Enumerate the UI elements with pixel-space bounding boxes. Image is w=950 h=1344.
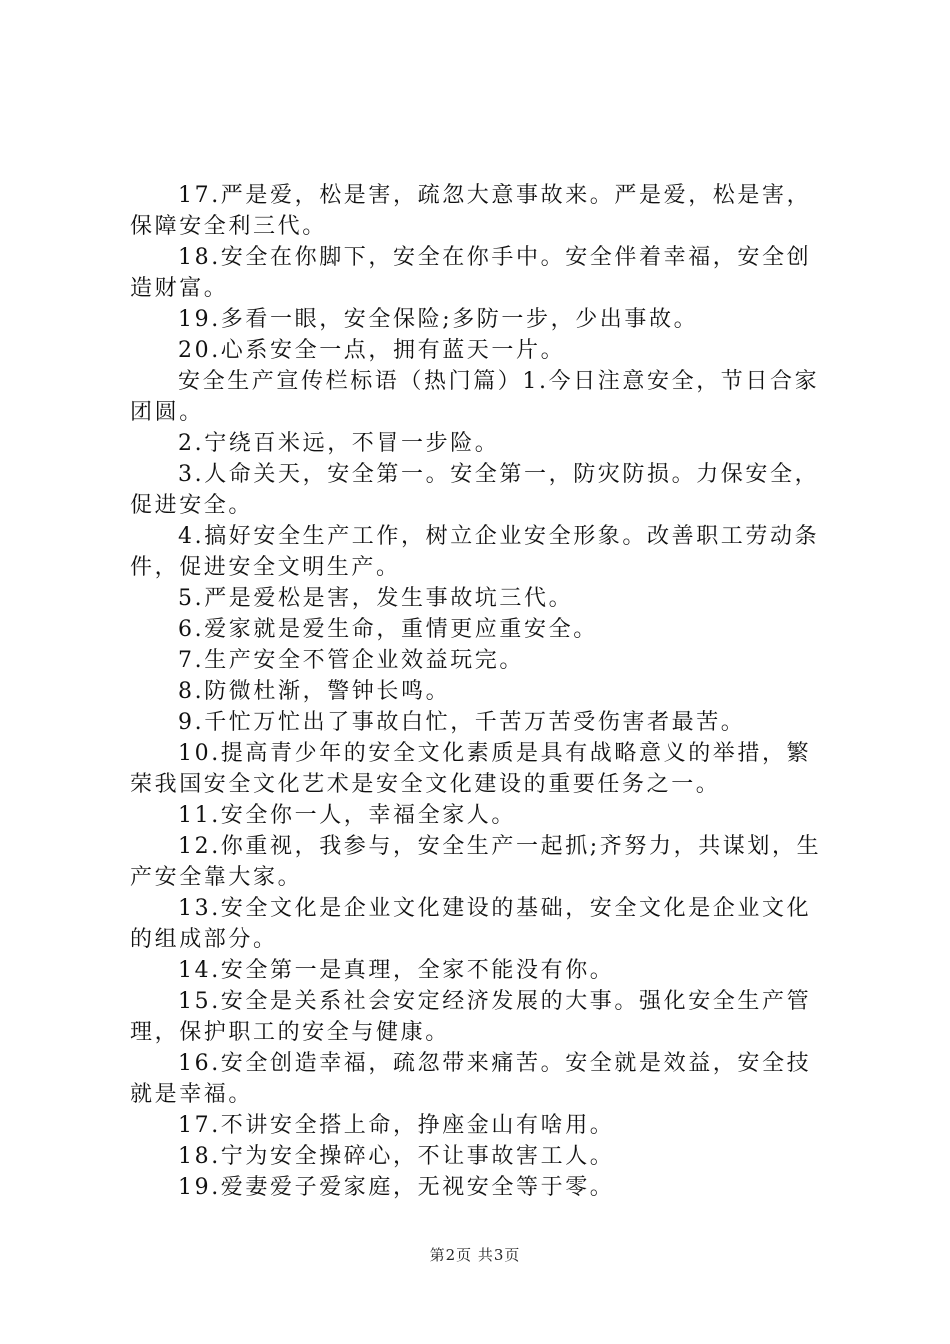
paragraph: 18.安全在你脚下，安全在你手中。安全伴着幸福，安全创造财富。 — [130, 245, 812, 301]
paragraph: 6.爱家就是爱生命，重情更应重安全。 — [178, 617, 598, 642]
paragraph: 18.宁为安全操碎心，不让事故害工人。 — [178, 1144, 615, 1169]
paragraph: 19.爱妻爱子爱家庭，无视安全等于零。 — [178, 1175, 615, 1200]
paragraph: 7.生产安全不管企业效益玩完。 — [178, 648, 524, 673]
paragraph: 13.安全文化是企业文化建设的基础，安全文化是企业文化的组成部分。 — [130, 896, 812, 952]
paragraph: 16.安全创造幸福，疏忽带来痛苦。安全就是效益，安全技就是幸福。 — [130, 1051, 812, 1107]
paragraph: 11.安全你一人，幸福全家人。 — [178, 803, 516, 828]
paragraph: 10.提高青少年的安全文化素质是具有战略意义的举措，繁荣我国安全文化艺术是安全文化建设的重要任务之一。 — [130, 741, 812, 797]
paragraph: 8.防微杜渐，警钟长鸣。 — [178, 679, 451, 704]
paragraph: 9.千忙万忙出了事故白忙，千苦万苦受伤害者最苦。 — [178, 710, 746, 735]
page-number-footer: 第2页 共3页 — [429, 1246, 521, 1264]
paragraph: 5.严是爱松是害，发生事故坑三代。 — [178, 586, 574, 611]
document-body — [130, 180, 830, 1203]
paragraph: 20.心系安全一点，拥有蓝天一片。 — [178, 338, 566, 363]
paragraph: 17.不讲安全搭上命，挣座金山有啥用。 — [178, 1113, 615, 1138]
paragraph: 12.你重视，我参与，安全生产一起抓;齐努力，共谋划，生产安全靠大家。 — [130, 834, 822, 890]
paragraph: 15.安全是关系社会安定经济发展的大事。强化安全生产管理，保护职工的安全与健康。 — [130, 989, 812, 1045]
paragraph: 19.多看一眼，安全保险;多防一步，少出事故。 — [178, 307, 699, 332]
paragraph: 17.严是爱，松是害，疏忽大意事故来。严是爱，松是害，保障安全利三代。 — [130, 183, 812, 239]
paragraph: 2.宁绕百米远，不冒一步险。 — [178, 431, 500, 456]
paragraph: 3.人命关天，安全第一。安全第一，防灾防损。力保安全，促进安全。 — [130, 462, 820, 518]
section-heading-paragraph: 安全生产宣传栏标语（热门篇）1.今日注意安全，节日合家团圆。 — [130, 369, 820, 425]
paragraph: 14.安全第一是真理，全家不能没有你。 — [178, 958, 615, 983]
paragraph: 4.搞好安全生产工作，树立企业安全形象。改善职工劳动条件，促进安全文明生产。 — [130, 524, 820, 580]
